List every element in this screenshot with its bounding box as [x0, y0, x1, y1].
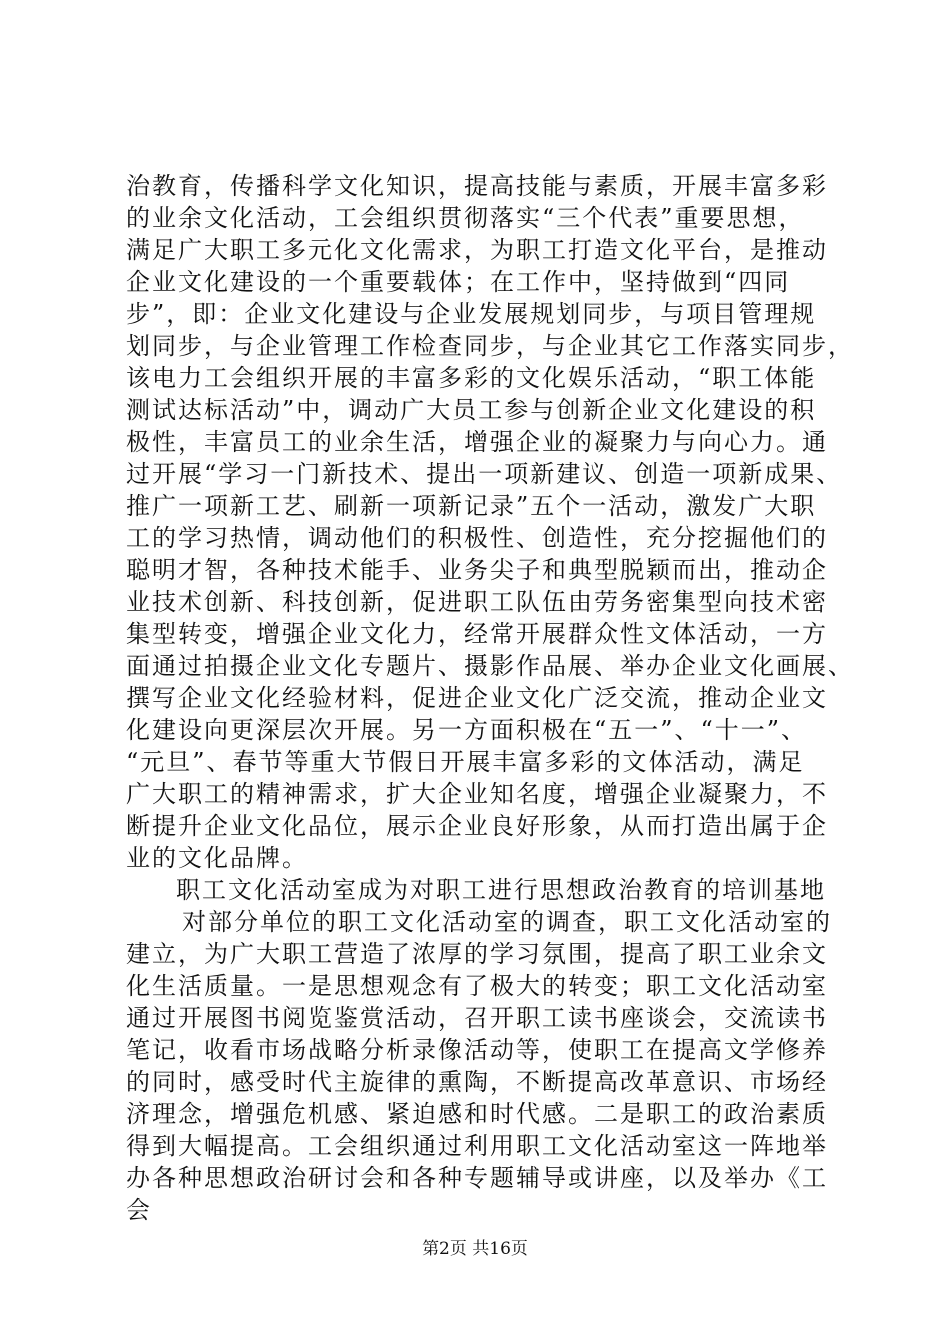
- text-line: 的业余文化活动，工会组织贯彻落实“三个代表”重要思想，: [126, 204, 805, 232]
- text-line: 推广一项新工艺、刷新一项新记录”五个一活动，激发广大职: [126, 492, 817, 520]
- text-line: 办各种思想政治研讨会和各种专题辅导或讲座，以及举办《工: [126, 1164, 828, 1192]
- text-line: 对部分单位的职工文化活动室的调查，职工文化活动室的: [182, 908, 832, 936]
- text-line: 聪明才智，各种技术能手、业务尖子和典型脱颖而出，推动企: [126, 556, 828, 584]
- text-line: 断提升企业文化品位，展示企业良好形象，从而打造出属于企: [126, 812, 828, 840]
- text-line: 企业文化建设的一个重要载体；在工作中，坚持做到“四同: [126, 268, 791, 296]
- text-line: 满足广大职工多元化文化需求，为职工打造文化平台，是推动: [126, 236, 828, 264]
- text-line: 业技术创新、科技创新，促进职工队伍由劳务密集型向技术密: [126, 588, 828, 616]
- text-line: 建立，为广大职工营造了浓厚的学习氛围，提高了职工业余文: [126, 940, 828, 968]
- text-line: 步”，即：企业文化建设与企业发展规划同步，与项目管理规: [126, 300, 817, 328]
- text-line: 会: [126, 1196, 152, 1224]
- text-line: “元旦”、春节等重大节假日开展丰富多彩的文体活动，满足: [126, 748, 805, 776]
- text-line: 工的学习热情，调动他们的积极性、创造性，充分挖掘他们的: [126, 524, 828, 552]
- text-line: 化建设向更深层次开展。另一方面积极在“五一”、“十一”、: [126, 716, 808, 744]
- text-line: 划同步，与企业管理工作检查同步，与企业其它工作落实同步，: [126, 332, 854, 360]
- text-line: 的同时，感受时代主旋律的熏陶，不断提高改革意识、市场经: [126, 1068, 828, 1096]
- text-line: 撰写企业文化经验材料，促进企业文化广泛交流，推动企业文: [126, 684, 828, 712]
- text-line: 通过开展图书阅览鉴赏活动，召开职工读书座谈会，交流读书: [126, 1004, 828, 1032]
- text-line: 得到大幅提高。工会组织通过利用职工文化活动室这一阵地举: [126, 1132, 828, 1160]
- text-line: 笔记，收看市场战略分析录像活动等，使职工在提高文学修养: [126, 1036, 828, 1064]
- text-line: 化生活质量。一是思想观念有了极大的转变；职工文化活动室: [126, 972, 828, 1000]
- text-line: 治教育，传播科学文化知识，提高技能与素质，开展丰富多彩: [126, 172, 828, 200]
- page-number-footer: 第2页 共16页: [422, 1239, 528, 1259]
- text-line: 济理念，增强危机感、紧迫感和时代感。二是职工的政治素质: [126, 1100, 828, 1128]
- section-heading: 职工文化活动室成为对职工进行思想政治教育的培训基地: [176, 876, 826, 904]
- text-line: 极性，丰富员工的业余生活，增强企业的凝聚力与向心力。通: [126, 428, 828, 456]
- text-line: 广大职工的精神需求，扩大企业知名度，增强企业凝聚力，不: [126, 780, 828, 808]
- text-line: 业的文化品牌。: [126, 844, 308, 872]
- text-line: 测试达标活动”中，调动广大员工参与创新企业文化建设的积: [126, 396, 817, 424]
- text-line: 集型转变，增强企业文化力，经常开展群众性文体活动，一方: [126, 620, 828, 648]
- body-text: [126, 170, 854, 1226]
- text-line: 面通过拍摄企业文化专题片、摄影作品展、举办企业文化画展、: [126, 652, 854, 680]
- text-line: 该电力工会组织开展的丰富多彩的文化娱乐活动，“职工体能: [126, 364, 817, 392]
- text-line: 过开展“学习一门新技术、提出一项新建议、创造一项新成果、: [126, 460, 843, 488]
